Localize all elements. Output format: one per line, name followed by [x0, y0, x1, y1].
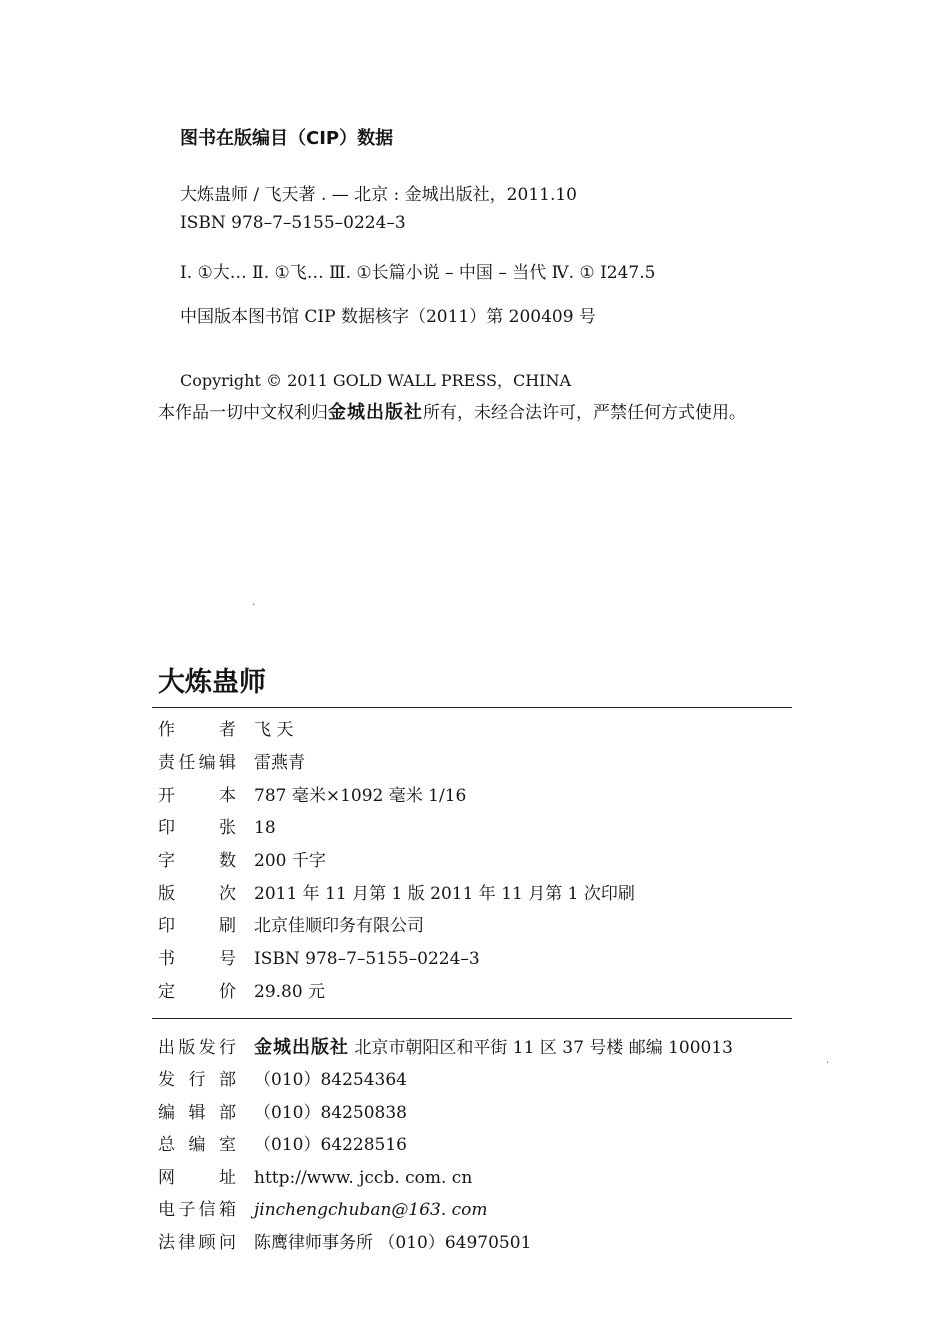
spec-label: 作者	[158, 720, 236, 740]
contact-row	[158, 1198, 488, 1222]
contact-label: 发行部	[158, 1070, 236, 1090]
copyright-text-before: 本作品一切中文权利归	[158, 403, 328, 423]
publisher-logo: 金城出版社	[328, 402, 423, 423]
publisher-label: 出版发行	[158, 1038, 236, 1058]
publisher-logo: 金城出版社	[254, 1037, 349, 1058]
contact-label: 电子信箱	[158, 1200, 236, 1220]
spec-value: 29.80 元	[254, 982, 326, 1002]
cip-line-1: 大炼蛊师 / 飞天著 . — 北京 : 金城出版社，2011.10	[180, 185, 577, 205]
spec-label: 字数	[158, 851, 236, 871]
spec-row	[158, 914, 424, 938]
email-link[interactable]: jinchengchuban@163. com	[254, 1200, 488, 1220]
copyright-english: Copyright © 2011 GOLD WALL PRESS，CHINA	[180, 371, 572, 390]
spec-label: 责任编辑	[158, 753, 236, 773]
spec-value: 787 毫米×1092 毫米 1/16	[254, 786, 467, 806]
divider-top	[152, 707, 792, 708]
book-title: 大炼蛊师	[158, 667, 266, 698]
publisher-address: 北京市朝阳区和平街 11 区 37 号楼 邮编 100013	[354, 1038, 733, 1058]
spec-row	[158, 816, 276, 840]
contact-label: 网址	[158, 1168, 236, 1188]
contact-value: 陈鹰律师事务所 （010）64970501	[254, 1233, 532, 1253]
publisher-value	[254, 1036, 733, 1060]
contact-label: 编辑部	[158, 1103, 236, 1123]
publisher-row	[158, 1036, 733, 1060]
contact-label: 法律顾问	[158, 1233, 236, 1253]
contact-value: （010）64228516	[254, 1135, 407, 1155]
contact-label: 总编室	[158, 1135, 236, 1155]
spec-row	[158, 718, 294, 742]
spec-value: 2011 年 11 月第 1 版 2011 年 11 月第 1 次印刷	[254, 884, 635, 904]
spec-label: 定价	[158, 982, 236, 1002]
spec-label: 印张	[158, 818, 236, 838]
spec-row	[158, 849, 326, 873]
spec-label: 印刷	[158, 916, 236, 936]
contact-row	[158, 1068, 407, 1092]
spec-label: 版次	[158, 884, 236, 904]
contact-value: （010）84250838	[254, 1103, 407, 1123]
spec-row	[158, 751, 305, 775]
spec-value: 飞 天	[254, 720, 294, 740]
contact-row	[158, 1231, 532, 1255]
cip-title: 图书在版编目（CIP）数据	[180, 128, 394, 149]
spec-value: 北京佳顺印务有限公司	[254, 916, 424, 936]
contact-value: （010）84254364	[254, 1070, 407, 1090]
spec-value: 雷燕青	[254, 753, 305, 773]
spec-row	[158, 980, 326, 1004]
spec-label: 开本	[158, 786, 236, 806]
website-link[interactable]: http://www. jccb. com. cn	[254, 1168, 473, 1188]
cip-line-4: 中国版本图书馆 CIP 数据核字（2011）第 200409 号	[180, 307, 596, 327]
spec-row	[158, 882, 635, 906]
spec-row	[158, 947, 480, 971]
spec-value: 18	[254, 818, 276, 838]
contact-row	[158, 1133, 407, 1157]
copyright-text-after: 所有，未经合法许可，严禁任何方式使用。	[423, 403, 746, 423]
decorative-dot: ·	[252, 600, 256, 611]
spec-row	[158, 784, 467, 808]
spec-value: 200 千字	[254, 851, 326, 871]
spec-label: 书号	[158, 949, 236, 969]
copyright-statement	[158, 396, 798, 430]
decorative-dot: ·	[826, 1058, 830, 1069]
cip-line-2: ISBN 978–7–5155–0224–3	[180, 213, 406, 233]
contact-row	[158, 1101, 407, 1125]
divider-bottom	[152, 1018, 792, 1019]
cip-line-3: Ⅰ. ①大… Ⅱ. ①飞… Ⅲ. ①长篇小说 – 中国 – 当代 Ⅳ. ① I247.5	[180, 263, 656, 283]
spec-value: ISBN 978–7–5155–0224–3	[254, 949, 480, 969]
contact-row	[158, 1166, 473, 1190]
